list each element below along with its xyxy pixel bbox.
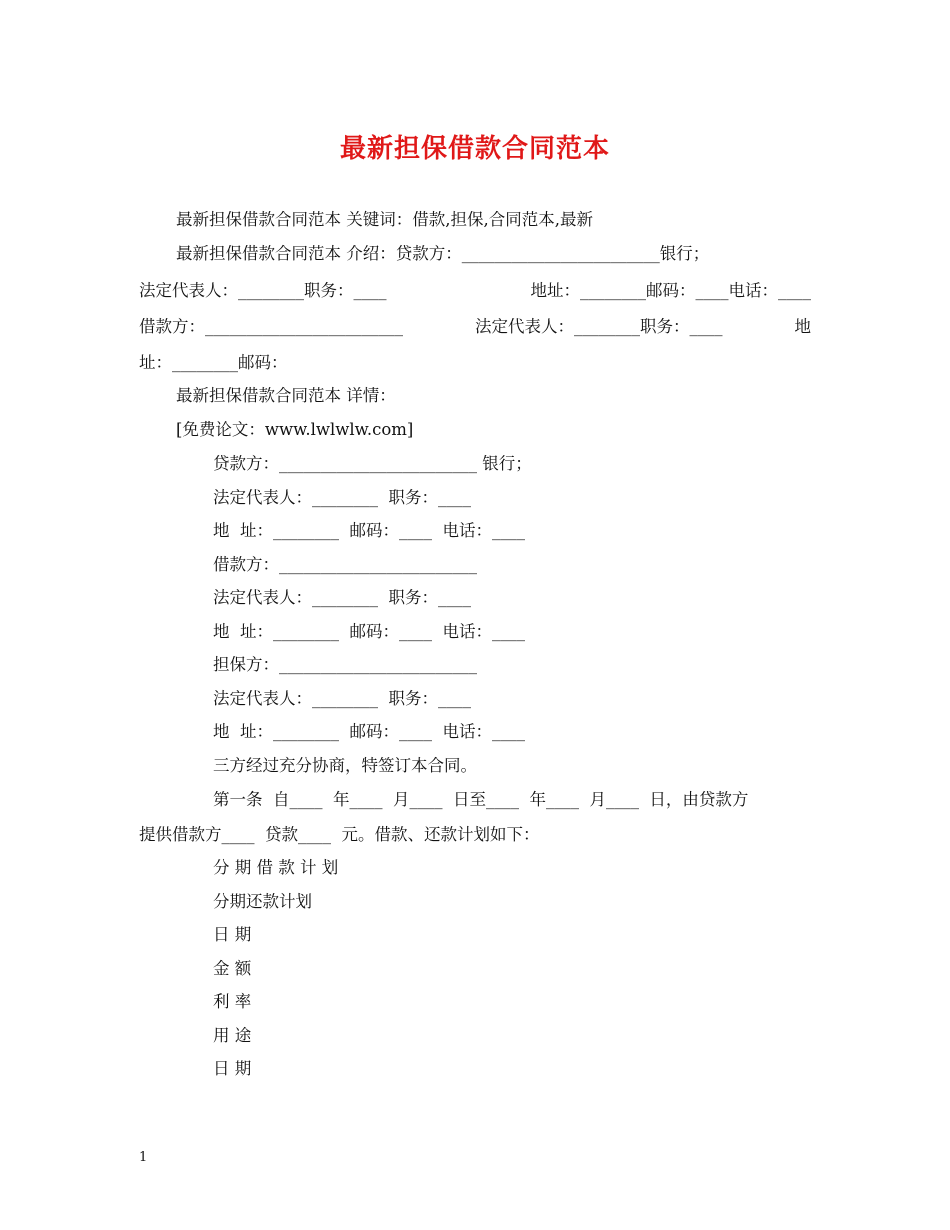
- guarantor-line: 担保方：________________________: [213, 655, 477, 674]
- page-number: 1: [139, 1150, 148, 1165]
- intro-line-3: [139, 316, 811, 338]
- details-line: 最新担保借款合同范本 详情：: [176, 386, 396, 405]
- guarantor-rep-line: 法定代表人：________ 职务：____: [213, 689, 471, 708]
- article1-line-2: 提供借款方____ 贷款____ 元。借款、还款计划如下：: [139, 825, 540, 844]
- lender-address-line: 地 址：________ 邮码：____ 电话：____: [213, 521, 525, 540]
- intro-line-3-borrower: 借款方：________________________: [139, 317, 403, 336]
- column-date: 日 期: [213, 925, 252, 944]
- lender-rep-line: 法定代表人：________ 职务：____: [213, 488, 471, 507]
- intro-line-3-rep: 法定代表人：________职务：____: [475, 317, 723, 336]
- intro-line-3-addr-start: 地: [794, 317, 811, 336]
- intro-line-1: [139, 243, 811, 265]
- intro-line-4: 址：________邮码：: [139, 353, 288, 372]
- repay-heading: 分期还款计划: [213, 892, 312, 911]
- guarantor-address-line: 地 址：________ 邮码：____ 电话：____: [213, 722, 525, 741]
- keywords-line: 最新担保借款合同范本 关键词：借款,担保,合同范本,最新: [176, 210, 593, 229]
- page-title: 最新担保借款合同范本: [339, 134, 610, 164]
- intro-line-2-rep: 法定代表人：________职务：____: [139, 281, 387, 300]
- free-paper-line: [免费论文：www.lwlwlw.com]: [176, 420, 414, 439]
- agreement-line: 三方经过充分协商，特签订本合同。: [213, 756, 477, 775]
- column-amount: 金 额: [213, 959, 252, 978]
- lender-line: 贷款方：________________________ 银行；: [213, 454, 532, 473]
- intro-line-2-address: 地址：________邮码：____电话：____: [530, 281, 811, 300]
- column-date-2: 日 期: [213, 1059, 252, 1078]
- intro-line-2: [139, 280, 811, 302]
- article1-line-1: 第一条 自____ 年____ 月____ 日至____ 年____ 月____ 日，由贷款方: [213, 790, 749, 809]
- plan-heading: 分 期 借 款 计 划: [213, 858, 339, 877]
- borrower-address-line: 地 址：________ 邮码：____ 电话：____: [213, 622, 525, 641]
- column-rate: 利 率: [213, 992, 252, 1011]
- intro-line-1-text: 最新担保借款合同范本 介绍：贷款方：________________________银行；: [176, 244, 710, 263]
- column-use: 用 途: [213, 1026, 252, 1045]
- borrower-rep-line: 法定代表人：________ 职务：____: [213, 588, 471, 607]
- borrower-line: 借款方：________________________: [213, 555, 477, 574]
